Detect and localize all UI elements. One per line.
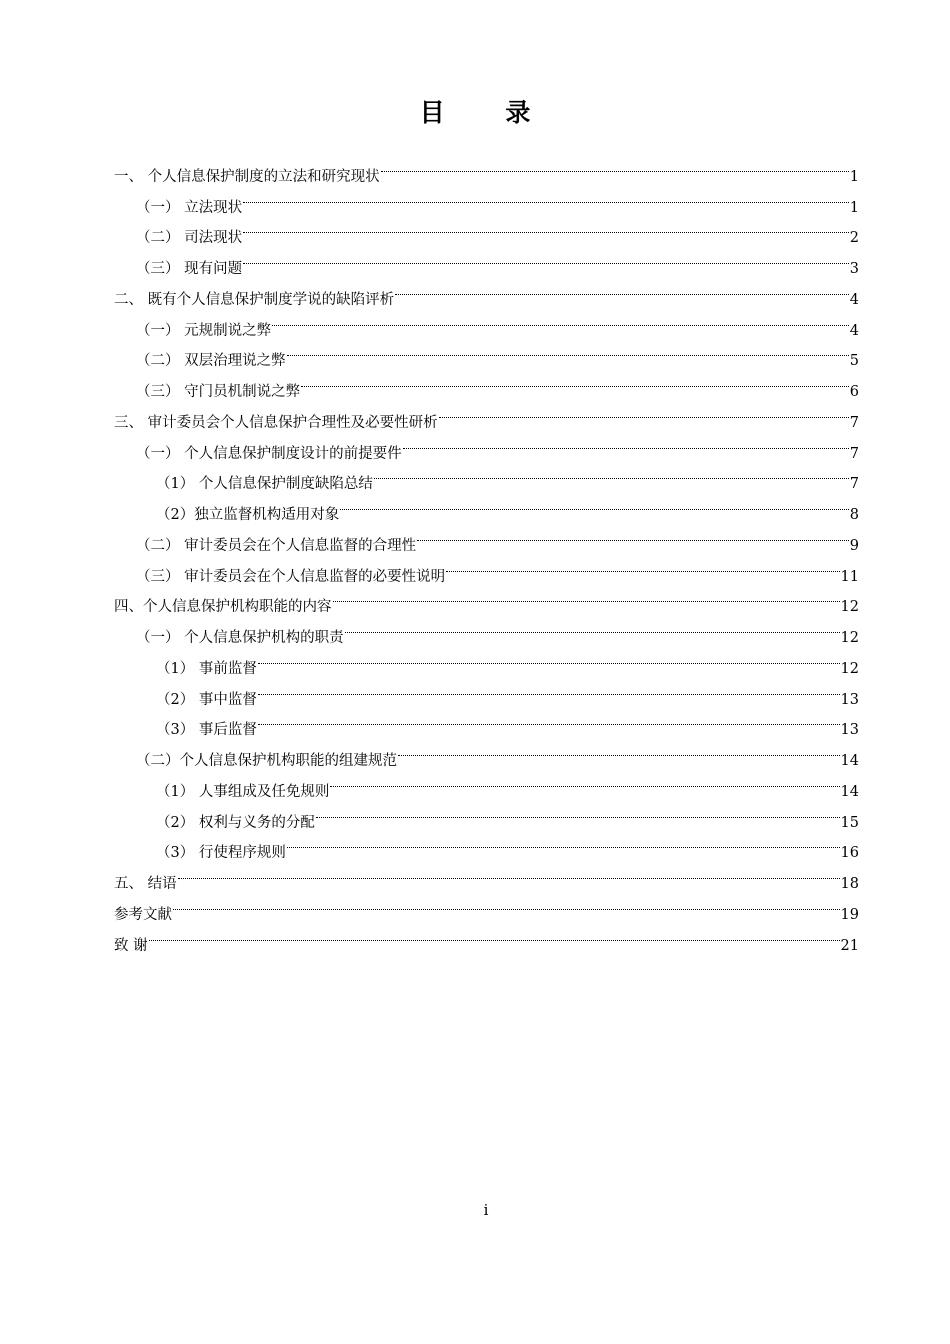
toc-entry-page: 13: [840, 691, 859, 708]
toc-entry-page: 7: [849, 445, 859, 462]
toc-dot-leader: [398, 734, 840, 765]
toc-entry-page: 12: [840, 599, 859, 616]
toc-entry-page: 9: [849, 537, 859, 554]
toc-entry-label: 五、 结语: [114, 876, 177, 892]
toc-entry[interactable]: [114, 857, 859, 892]
toc-entry-label: 致 谢: [114, 937, 148, 954]
toc-dot-leader: [374, 458, 849, 489]
toc-entry-page: 4: [849, 291, 859, 308]
toc-entry-label: （三） 守门员机制说之弊: [136, 384, 301, 400]
toc-entry-page: 15: [840, 814, 859, 831]
toc-entry-page: 12: [840, 630, 859, 646]
toc-entry-page: 3: [849, 261, 859, 277]
toc-entry-label: （2） 事中监督: [156, 691, 257, 708]
toc-dot-leader: [173, 888, 840, 919]
toc-dot-leader: [178, 857, 840, 888]
toc-entry-label: 二、 既有个人信息保护制度学说的缺陷评析: [114, 291, 395, 308]
toc-dot-leader: [287, 335, 849, 366]
page-title: 目 录: [419, 98, 557, 127]
toc-entry-label: （一） 立法现状: [136, 199, 243, 216]
toc-dot-leader: [243, 242, 849, 273]
toc-entry-label: （二） 审计委员会在个人信息监督的合理性: [136, 537, 417, 554]
toc-entry-label: （2） 权利与义务的分配: [156, 814, 315, 831]
toc-entry-page: 21: [840, 937, 859, 954]
toc-entry-label: 参考文献: [114, 906, 172, 923]
toc-entry-label: （三） 审计委员会在个人信息监督的必要性说明: [136, 568, 446, 585]
toc-dot-leader: [287, 827, 840, 858]
toc-entry-label: 四、个人信息保护机构职能的内容: [114, 599, 332, 616]
toc-dot-leader: [446, 550, 839, 581]
toc-entry-page: 14: [840, 753, 859, 769]
toc-entry-page: 6: [849, 384, 859, 400]
toc-entry-label: 三、 审计委员会个人信息保护合理性及必要性研析: [114, 414, 438, 431]
toc-entry-label: （1） 个人信息保护制度缺陷总结: [156, 476, 373, 493]
toc-entry-label: （二） 双层治理说之弊: [136, 353, 286, 370]
toc-entry-page: 8: [849, 507, 859, 523]
toc-entry-label: （3） 行使程序规则: [156, 845, 286, 862]
toc-dot-leader: [381, 150, 849, 181]
toc-entry-page: 11: [840, 568, 859, 585]
toc-entry-label: （一） 元规制说之弊: [136, 322, 272, 339]
toc-entry-label: （三） 现有问题: [136, 261, 243, 277]
toc-entry[interactable]: [114, 919, 859, 954]
page-number: i: [483, 1201, 489, 1219]
toc-entry-label: （二） 司法现状: [136, 230, 243, 247]
toc-entry-page: 18: [840, 876, 859, 892]
toc-dot-leader: [403, 427, 849, 458]
toc-dot-leader: [395, 273, 849, 304]
toc-dot-leader: [243, 212, 849, 243]
toc-dot-leader: [272, 304, 849, 335]
toc-entry-page: 2: [849, 230, 859, 247]
toc-entry-page: 1: [849, 199, 859, 216]
toc-entry-label: （1） 人事组成及任免规则: [156, 783, 330, 800]
toc-entry-label: （一） 个人信息保护机构的职责: [136, 630, 344, 646]
toc-entry-page: 7: [849, 414, 859, 431]
toc-dot-leader: [333, 581, 840, 612]
toc-dot-leader: [258, 673, 840, 704]
toc-entry-page: 7: [849, 476, 859, 493]
toc-entry-label: 一、 个人信息保护制度的立法和研究现状: [114, 168, 380, 185]
toc-entry-page: 16: [840, 845, 859, 862]
toc-entry[interactable]: [114, 888, 859, 923]
toc-dot-leader: [301, 365, 849, 396]
toc-dot-leader: [439, 396, 849, 427]
toc-entry-label: （一） 个人信息保护制度设计的前提要件: [136, 445, 402, 462]
toc-entry-page: 13: [840, 722, 859, 739]
toc-dot-leader: [340, 488, 849, 519]
table-of-contents: [114, 150, 859, 954]
toc-dot-leader: [330, 765, 839, 796]
toc-entry-label: （2）独立监督机构适用对象: [156, 507, 340, 523]
toc-entry-page: 5: [849, 353, 859, 370]
toc-entry-label: （3） 事后监督: [156, 722, 257, 739]
toc-dot-leader: [243, 181, 849, 212]
toc-dot-leader: [316, 796, 840, 827]
toc-dot-leader: [417, 519, 849, 550]
toc-entry[interactable]: [114, 150, 859, 185]
toc-entry-page: 19: [840, 906, 859, 923]
toc-dot-leader: [258, 642, 840, 673]
toc-entry-label: （1） 事前监督: [156, 660, 257, 677]
toc-dot-leader: [345, 611, 840, 642]
toc-entry-page: 1: [849, 168, 859, 185]
toc-dot-leader: [149, 919, 840, 950]
toc-entry-page: 4: [849, 322, 859, 339]
toc-entry-page: 12: [840, 660, 859, 677]
toc-entry-page: 14: [840, 783, 859, 800]
toc-entry-label: （二）个人信息保护机构职能的组建规范: [136, 753, 397, 769]
toc-dot-leader: [258, 704, 840, 735]
